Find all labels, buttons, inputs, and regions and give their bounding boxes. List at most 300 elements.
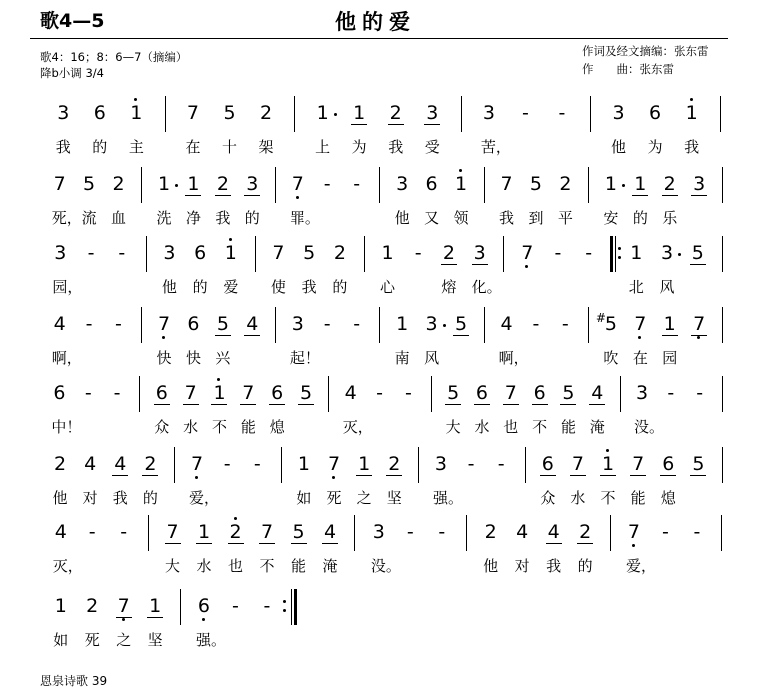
note: 3 xyxy=(693,173,706,195)
note-hold: - xyxy=(558,102,566,124)
lyric-syllable: 我 xyxy=(55,138,71,156)
end-barline xyxy=(721,515,722,551)
note: 4 xyxy=(114,453,127,475)
lyric-syllable: 爱 xyxy=(223,278,239,296)
note: 2 xyxy=(229,521,242,543)
note: 7 xyxy=(191,453,204,475)
lyric-syllable: 在 xyxy=(632,349,648,367)
barline xyxy=(281,447,282,483)
note: 3 xyxy=(425,313,438,335)
note: 2 xyxy=(216,173,229,195)
note: 5 xyxy=(692,453,705,475)
note: 2 xyxy=(559,173,572,195)
lyric-syllable: 如 xyxy=(296,489,312,507)
lyric-syllable: 中！ xyxy=(51,418,82,436)
note-hold: - xyxy=(113,382,121,404)
note: 6 xyxy=(533,382,546,404)
end-barline xyxy=(722,167,723,203)
lyric-syllable: 起！ xyxy=(289,349,320,367)
note: 4 xyxy=(344,382,357,404)
note-hold: - xyxy=(438,521,446,543)
note: 1 xyxy=(602,453,615,475)
note: 5 xyxy=(216,313,229,335)
note: 1 xyxy=(358,453,371,475)
barline xyxy=(615,236,616,272)
lyric-syllable: 主 xyxy=(128,138,144,156)
lyric-syllable: 不 xyxy=(211,418,227,436)
note: 3 xyxy=(482,102,495,124)
note: 1 xyxy=(158,173,171,195)
lyric-syllable: 能 xyxy=(630,489,646,507)
lyric-syllable: 能 xyxy=(240,418,256,436)
note-hold: - xyxy=(406,521,414,543)
lyric-syllable: 的 xyxy=(192,278,208,296)
lyric-syllable: 水 xyxy=(183,418,199,436)
lyric-syllable: 风 xyxy=(424,349,440,367)
note: 1 xyxy=(197,521,211,543)
note-hold: - xyxy=(554,242,562,264)
lyric-syllable: 园 xyxy=(662,349,678,367)
lyric-syllable: 使 xyxy=(270,278,286,296)
note: 6 xyxy=(425,173,438,195)
note-hold: - xyxy=(223,453,231,475)
note: 5 xyxy=(529,173,542,195)
note: 4 xyxy=(246,313,259,335)
note: 5 xyxy=(562,382,575,404)
note: 1 xyxy=(634,173,647,195)
note: 4 xyxy=(591,382,604,404)
header-divider xyxy=(30,38,728,39)
note: 6 xyxy=(271,382,284,404)
score-system xyxy=(0,307,760,382)
note-hold: - xyxy=(84,382,92,404)
note: 3 xyxy=(372,521,385,543)
note: 5 xyxy=(83,173,96,195)
note: 3 xyxy=(635,382,649,404)
lyric-syllable: 我 xyxy=(112,489,128,507)
note: 3 xyxy=(473,242,486,264)
note: 7 xyxy=(571,453,584,475)
note-hold: - xyxy=(467,453,475,475)
lyric-syllable: 北 xyxy=(628,278,644,296)
note: 7 xyxy=(504,382,517,404)
lyric-syllable: 我 xyxy=(301,278,317,296)
note: 6 xyxy=(93,102,106,124)
note-hold: - xyxy=(120,521,128,543)
lyric-syllable: 他 xyxy=(611,138,627,156)
barline xyxy=(620,376,621,412)
score-system xyxy=(0,589,760,664)
note: 7 xyxy=(260,521,274,543)
barline xyxy=(294,96,295,132)
barline xyxy=(484,167,485,203)
lyric-syllable: 他 xyxy=(394,209,410,227)
lyric-syllable: 啊， xyxy=(51,349,82,367)
note-hold: - xyxy=(667,382,675,404)
note-hold: - xyxy=(585,242,593,264)
lyric-syllable: 水 xyxy=(570,489,586,507)
barline xyxy=(364,236,365,272)
note: 6 xyxy=(194,242,207,264)
lyric-syllable: 没。 xyxy=(634,418,665,436)
note-hold: - xyxy=(497,453,505,475)
lyric-syllable: 强。 xyxy=(432,489,463,507)
lyric-syllable: 园， xyxy=(52,278,83,296)
repeat-start-barline xyxy=(610,236,613,272)
score-system xyxy=(0,447,760,522)
lyric-syllable: 受 xyxy=(424,138,440,156)
note: 7 xyxy=(53,173,66,195)
note-hold: - xyxy=(323,313,331,335)
lyric-syllable: 吹 xyxy=(603,349,619,367)
note: 1 xyxy=(454,173,468,195)
note: 2 xyxy=(112,173,125,195)
note: 1 xyxy=(396,313,409,335)
note: 1 xyxy=(224,242,237,264)
note: 2 xyxy=(484,521,497,543)
lyric-syllable: 爱， xyxy=(625,557,656,575)
lyric-syllable: 乐 xyxy=(662,209,678,227)
barline xyxy=(255,236,256,272)
note: 6 xyxy=(155,382,168,404)
lyric-syllable: 净 xyxy=(185,209,201,227)
lyricist-credit: 作词及经文摘编：张东雷 xyxy=(582,44,709,58)
barline xyxy=(503,236,504,272)
lyric-syllable: 水 xyxy=(474,418,490,436)
barline xyxy=(418,447,419,483)
lyric-syllable: 死 xyxy=(84,631,100,649)
lyric-syllable: 对 xyxy=(82,489,98,507)
barline xyxy=(588,167,589,203)
barline xyxy=(379,167,380,203)
lyric-syllable: 坚 xyxy=(147,631,163,649)
note: 6 xyxy=(53,382,66,404)
score-system xyxy=(0,167,760,242)
barline xyxy=(610,515,611,551)
note: 1 xyxy=(149,595,162,617)
note: 3 xyxy=(434,453,447,475)
note: 3 xyxy=(57,102,70,124)
note: 6 xyxy=(475,382,488,404)
lyric-syllable: 我 xyxy=(684,138,700,156)
note: 3 xyxy=(396,173,409,195)
note: 5 xyxy=(303,242,316,264)
lyric-syllable: 大 xyxy=(165,557,181,575)
note-hold: - xyxy=(263,595,271,617)
note: 3 xyxy=(612,102,625,124)
note: 3 xyxy=(660,242,674,264)
lyric-syllable: 的 xyxy=(577,557,593,575)
note: 2 xyxy=(388,453,401,475)
note: 7 xyxy=(500,173,513,195)
key-signature: 降b小调 3/4 xyxy=(40,66,104,80)
barline xyxy=(275,307,276,343)
lyric-syllable: 之 xyxy=(356,489,372,507)
note: 2 xyxy=(144,453,157,475)
lyric-syllable: 架 xyxy=(258,138,274,156)
score-system xyxy=(0,515,760,590)
lyric-syllable: 他 xyxy=(483,557,499,575)
note: 1 xyxy=(316,102,329,124)
lyric-syllable: 也 xyxy=(503,418,519,436)
note-hold: - xyxy=(253,453,261,475)
note: 1 xyxy=(187,173,200,195)
lyric-syllable: 坚 xyxy=(386,489,402,507)
note: 7 xyxy=(632,453,645,475)
barline xyxy=(590,96,591,132)
lyric-syllable: 流 xyxy=(81,209,97,227)
barline xyxy=(484,307,485,343)
lyric-syllable: 没。 xyxy=(370,557,401,575)
lyric-syllable: 爱， xyxy=(189,489,220,507)
note: 7 xyxy=(186,102,199,124)
lyric-syllable: 不 xyxy=(532,418,548,436)
lyric-syllable: 风 xyxy=(659,278,675,296)
barline xyxy=(174,447,175,483)
barline xyxy=(354,515,355,551)
note: 7 xyxy=(328,453,341,475)
lyric-syllable: 又 xyxy=(424,209,440,227)
lyric-syllable: 啊， xyxy=(498,349,529,367)
note: 1 xyxy=(130,102,143,124)
song-number: 歌4—5 xyxy=(40,10,105,32)
note: 1 xyxy=(297,453,310,475)
lyric-syllable: 也 xyxy=(228,557,244,575)
composer-credit: 作 曲：张东雷 xyxy=(582,62,674,76)
note-hold: - xyxy=(232,595,239,617)
note-hold: - xyxy=(696,382,704,404)
lyric-syllable: 安 xyxy=(603,209,619,227)
note: 7 xyxy=(693,313,706,335)
lyric-syllable: 不 xyxy=(600,489,616,507)
note: 3 xyxy=(246,173,259,195)
note-hold: - xyxy=(353,313,361,335)
lyric-syllable: 之 xyxy=(116,631,132,649)
note-hold: - xyxy=(115,313,122,335)
note: 1 xyxy=(685,102,698,124)
lyric-syllable: 心 xyxy=(379,278,395,296)
note: 6 xyxy=(649,102,662,124)
lyric-syllable: 苦， xyxy=(480,138,511,156)
lyric-syllable: 我 xyxy=(546,557,562,575)
lyric-syllable: 南 xyxy=(394,349,410,367)
lyric-syllable: 的 xyxy=(142,489,158,507)
lyric-syllable: 领 xyxy=(453,209,469,227)
lyric-syllable: 我 xyxy=(388,138,404,156)
note: 3 xyxy=(54,242,67,264)
lyric-syllable: 为 xyxy=(647,138,663,156)
note-hold: - xyxy=(414,242,422,264)
note: 7 xyxy=(184,382,197,404)
lyric-syllable: 的 xyxy=(632,209,648,227)
barline xyxy=(466,515,467,551)
lyric-syllable: 快 xyxy=(156,349,172,367)
note: 1 xyxy=(381,242,394,264)
lyric-syllable: 熄 xyxy=(660,489,676,507)
note: 5 xyxy=(299,382,313,404)
note: 1 xyxy=(353,102,366,124)
lyric-syllable: 不 xyxy=(259,557,275,575)
note: 7 xyxy=(634,313,647,335)
note: 5 xyxy=(691,242,704,264)
lyric-syllable: 对 xyxy=(514,557,530,575)
barline xyxy=(275,167,276,203)
score-system xyxy=(0,96,760,171)
note: 6 xyxy=(541,453,554,475)
note-hold: - xyxy=(661,521,669,543)
note-hold: - xyxy=(85,313,93,335)
note: 4 xyxy=(54,521,67,543)
lyric-syllable: 的 xyxy=(244,209,260,227)
note-hold: - xyxy=(88,521,96,543)
lyric-syllable: 兴 xyxy=(215,349,231,367)
lyric-syllable: 上 xyxy=(315,138,331,156)
lyric-syllable: 平 xyxy=(557,209,573,227)
lyric-syllable: 淹 xyxy=(322,557,338,575)
note: 5 xyxy=(447,382,460,404)
end-barline xyxy=(722,307,723,343)
end-barline xyxy=(722,447,723,483)
note-hold: - xyxy=(118,242,126,264)
note: 1 xyxy=(213,382,226,404)
note: 2 xyxy=(333,242,346,264)
repeat-dots xyxy=(618,243,621,265)
note: 2 xyxy=(54,453,67,475)
lyric-syllable: 罪。 xyxy=(289,209,320,227)
note: 4 xyxy=(84,453,97,475)
barline xyxy=(141,167,142,203)
barline xyxy=(379,307,380,343)
note: 5 xyxy=(454,313,468,335)
barline xyxy=(291,589,292,625)
note: 6 xyxy=(197,595,211,617)
lyric-syllable: 我 xyxy=(215,209,231,227)
lyric-syllable: 水 xyxy=(196,557,212,575)
note: 6 xyxy=(662,453,675,475)
lyric-syllable: 灭， xyxy=(52,557,83,575)
lyric-syllable: 众 xyxy=(540,489,556,507)
barline xyxy=(180,589,181,625)
lyric-syllable: 他 xyxy=(161,278,177,296)
barline xyxy=(146,236,147,272)
note: 7 xyxy=(272,242,285,264)
note: 6 xyxy=(187,313,200,335)
note: # 5 xyxy=(603,313,619,335)
note: 4 xyxy=(547,521,560,543)
note-hold: - xyxy=(561,313,569,335)
note: 2 xyxy=(579,521,592,543)
lyric-syllable: 血 xyxy=(110,209,126,227)
lyric-syllable: 到 xyxy=(528,209,544,227)
lyric-syllable: 在 xyxy=(185,138,201,156)
lyric-syllable: 化。 xyxy=(471,278,502,296)
barline xyxy=(431,376,432,412)
lyric-syllable: 众 xyxy=(154,418,170,436)
lyric-syllable: 死， xyxy=(51,209,82,227)
note: 1 xyxy=(630,242,643,264)
note: 4 xyxy=(500,313,513,335)
note: 3 xyxy=(163,242,176,264)
lyric-syllable: 我 xyxy=(499,209,515,227)
footer-source: 恩泉诗歌 39 xyxy=(40,674,108,688)
lyric-syllable: 能 xyxy=(560,418,576,436)
end-barline xyxy=(720,96,721,132)
barline xyxy=(148,515,149,551)
barline xyxy=(461,96,462,132)
note: 7 xyxy=(166,521,179,543)
note: 4 xyxy=(516,521,529,543)
lyric-syllable: 的 xyxy=(92,138,108,156)
score-system xyxy=(0,236,760,311)
note: 4 xyxy=(323,521,337,543)
note: 2 xyxy=(663,173,676,195)
score-system xyxy=(0,376,760,451)
lyric-syllable: 强。 xyxy=(195,631,226,649)
note-hold: - xyxy=(87,242,95,264)
note-hold: - xyxy=(353,173,361,195)
note: 3 xyxy=(426,102,439,124)
note-hold: - xyxy=(323,173,331,195)
repeat-dots xyxy=(283,596,286,618)
lyric-syllable: 的 xyxy=(332,278,348,296)
lyric-syllable: 如 xyxy=(53,631,69,649)
barline xyxy=(525,447,526,483)
final-barline xyxy=(294,589,297,625)
note: 3 xyxy=(291,313,304,335)
note-hold: - xyxy=(521,102,529,124)
lyric-syllable: 他 xyxy=(52,489,68,507)
song-title: 他的爱 xyxy=(335,10,416,34)
lyric-syllable: 淹 xyxy=(589,418,605,436)
note: 7 xyxy=(158,313,171,335)
lyric-syllable: 大 xyxy=(445,418,461,436)
note: 7 xyxy=(117,595,130,617)
note: 2 xyxy=(259,102,273,124)
lyric-syllable: 能 xyxy=(291,557,307,575)
note: 2 xyxy=(389,102,402,124)
lyric-syllable: 熄 xyxy=(269,418,285,436)
note: 5 xyxy=(223,102,236,124)
note: 7 xyxy=(627,521,640,543)
barline xyxy=(328,376,329,412)
end-barline xyxy=(722,236,723,272)
note-hold: - xyxy=(532,313,540,335)
lyric-syllable: 十 xyxy=(221,138,237,156)
lyric-syllable: 灭， xyxy=(342,418,373,436)
lyric-syllable: 洗 xyxy=(156,209,172,227)
note: 1 xyxy=(54,595,67,617)
note-hold: - xyxy=(376,382,383,404)
barline xyxy=(588,307,589,343)
barline xyxy=(165,96,166,132)
scripture-source: 歌4：16；8：6—7（摘编） xyxy=(40,50,188,64)
note-hold: - xyxy=(404,382,412,404)
note: 7 xyxy=(291,173,304,195)
note: 7 xyxy=(242,382,255,404)
note: 5 xyxy=(292,521,305,543)
end-barline xyxy=(722,376,723,412)
note: 1 xyxy=(663,313,676,335)
lyric-syllable: 为 xyxy=(351,138,367,156)
barline xyxy=(141,307,142,343)
note: 7 xyxy=(521,242,534,264)
lyric-syllable: 熔 xyxy=(441,278,457,296)
barline xyxy=(139,376,140,412)
lyric-syllable: 快 xyxy=(185,349,201,367)
note: 2 xyxy=(86,595,99,617)
note: 1 xyxy=(604,173,617,195)
note: 4 xyxy=(53,313,66,335)
